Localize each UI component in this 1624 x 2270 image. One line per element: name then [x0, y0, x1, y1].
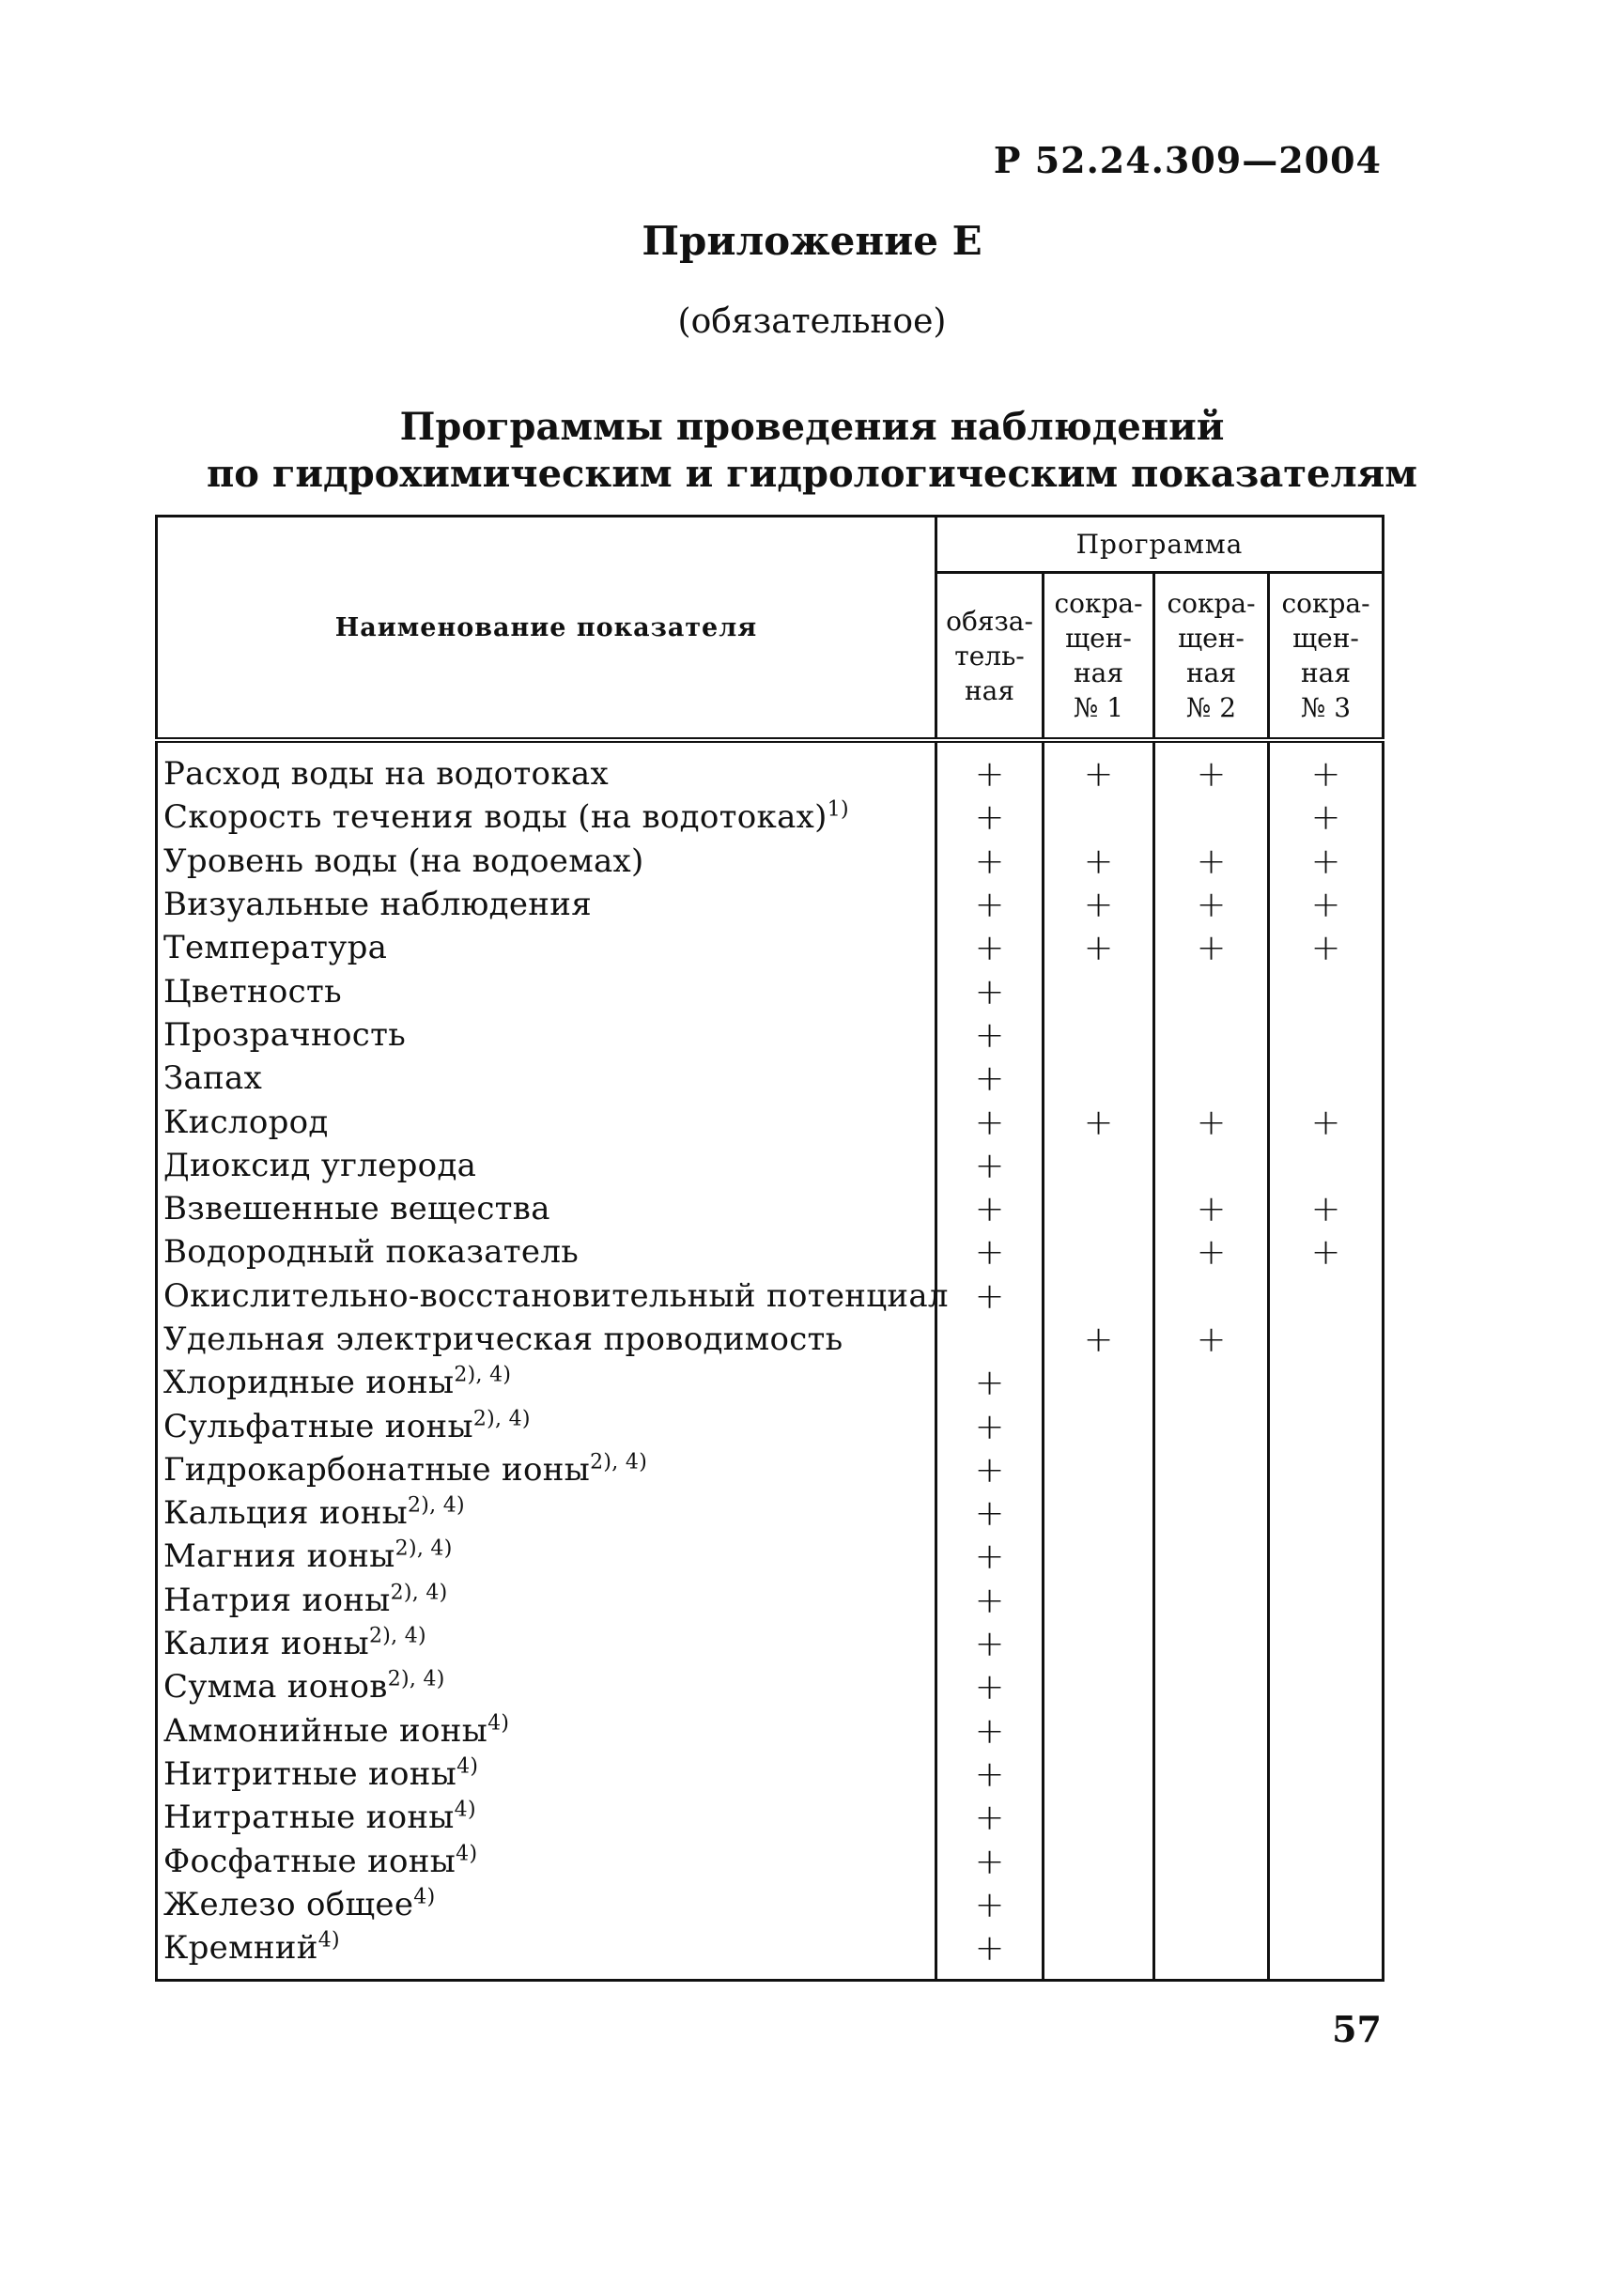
plus-mark: +	[1310, 884, 1341, 926]
mark-cell-mandatory	[936, 1361, 1044, 1404]
mark-cell-reduced-3	[1269, 740, 1384, 795]
mark-cell-reduced-3	[1269, 1230, 1384, 1274]
table-row	[157, 740, 1384, 795]
mark-cell-mandatory	[936, 1796, 1044, 1839]
table-row	[157, 1100, 1384, 1143]
mark-cell-reduced-1	[1044, 1665, 1154, 1708]
plus-mark: +	[974, 1101, 1005, 1143]
mark-cell-reduced-3	[1269, 1796, 1384, 1839]
mark-cell-reduced-1	[1044, 1796, 1154, 1839]
table-row	[157, 1839, 1384, 1882]
plus-mark: +	[974, 1013, 1005, 1056]
indicator-name: Кальция ионы	[163, 1494, 408, 1533]
mark-cell-reduced-3	[1269, 1448, 1384, 1491]
mark-cell-mandatory	[936, 1665, 1044, 1708]
indicator-name-cell	[157, 1144, 936, 1187]
indicator-name: Сумма ионов	[163, 1668, 388, 1706]
plus-mark: +	[974, 1623, 1005, 1665]
plus-mark: +	[974, 1753, 1005, 1795]
plus-mark: +	[974, 1840, 1005, 1882]
plus-mark: +	[1196, 840, 1227, 882]
mark-cell-mandatory	[936, 1404, 1044, 1447]
indicator-name-cell	[157, 1622, 936, 1665]
mark-cell-mandatory	[936, 1535, 1044, 1578]
table-row	[157, 1230, 1384, 1274]
table-row	[157, 1579, 1384, 1622]
mark-cell-reduced-2	[1154, 1404, 1269, 1447]
footnote-reference: 4)	[487, 1711, 510, 1736]
indicator-name: Удельная электрическая проводимость	[163, 1320, 843, 1358]
indicator-name-cell	[157, 1361, 936, 1404]
mark-cell-reduced-2	[1154, 840, 1269, 883]
mark-cell-reduced-3	[1269, 1579, 1384, 1622]
mark-cell-reduced-2	[1154, 1665, 1269, 1708]
footnote-reference: 2), 4)	[454, 1363, 512, 1387]
plus-mark: +	[1310, 796, 1341, 839]
plus-mark: +	[1310, 840, 1341, 882]
mark-cell-reduced-2	[1154, 883, 1269, 926]
program-header-reduced-2	[1154, 573, 1269, 740]
mark-cell-mandatory	[936, 740, 1044, 795]
indicator-name-cell	[157, 1274, 949, 1318]
indicator-name: Фосфатные ионы	[163, 1842, 456, 1880]
table-row	[157, 1535, 1384, 1578]
indicator-name: Нитритные ионы	[163, 1754, 457, 1793]
mark-cell-reduced-2	[1154, 1144, 1269, 1187]
mark-cell-reduced-1	[1044, 1883, 1154, 1926]
header-line: щен-	[1178, 623, 1245, 655]
mark-cell-reduced-3	[1269, 1535, 1384, 1578]
indicator-name-cell	[157, 1926, 936, 1981]
mark-cell-mandatory	[936, 1274, 1044, 1318]
mark-cell-mandatory	[936, 1491, 1044, 1535]
mark-cell-reduced-2	[1154, 1013, 1269, 1057]
indicator-name-cell	[157, 1404, 936, 1447]
program-table-wrapper	[155, 515, 1382, 1982]
indicator-name: Уровень воды (на водоемах)	[163, 842, 644, 880]
mark-cell-reduced-2	[1154, 1839, 1269, 1882]
indicator-name: Скорость течения воды (на водотоках)	[163, 798, 827, 837]
indicator-name-cell	[157, 1230, 936, 1274]
table-title-line-2: по гидрохимическим и гидрологическим показателям	[206, 452, 1417, 496]
indicator-name: Железо общее	[163, 1885, 414, 1923]
mark-cell-reduced-3	[1269, 1622, 1384, 1665]
table-row	[157, 1057, 1384, 1100]
plus-mark: +	[974, 1536, 1005, 1578]
program-header-mandatory	[936, 573, 1044, 740]
header-line: щен-	[1292, 623, 1359, 655]
mark-cell-reduced-1	[1044, 1491, 1154, 1535]
table-title-line-1: Программы проведения наблюдений	[399, 405, 1225, 449]
program-header-reduced-1	[1044, 573, 1154, 740]
mark-cell-reduced-1	[1044, 1709, 1154, 1753]
plus-mark: +	[974, 927, 1005, 969]
footnote-reference: 4)	[454, 1798, 476, 1822]
mark-cell-reduced-3	[1269, 1926, 1384, 1981]
mark-cell-reduced-3	[1269, 1404, 1384, 1447]
mark-cell-reduced-1	[1044, 1926, 1154, 1981]
plus-mark: +	[974, 840, 1005, 882]
footnote-reference: 2), 4)	[390, 1581, 448, 1605]
mark-cell-reduced-3	[1269, 883, 1384, 926]
mark-cell-reduced-1	[1044, 926, 1154, 969]
indicator-name-cell	[157, 926, 936, 969]
indicator-name-cell	[157, 1318, 936, 1361]
footnote-reference: 2), 4)	[394, 1537, 453, 1562]
plus-mark: +	[1196, 884, 1227, 926]
plus-mark: +	[974, 796, 1005, 839]
mark-cell-reduced-3	[1269, 840, 1384, 883]
plus-mark: +	[1310, 753, 1341, 795]
plus-mark: +	[974, 1144, 1005, 1186]
mark-cell-reduced-3	[1269, 1187, 1384, 1230]
mark-cell-reduced-3	[1269, 1013, 1384, 1057]
mark-cell-reduced-2	[1154, 795, 1269, 839]
mark-cell-reduced-2	[1154, 740, 1269, 795]
indicator-name: Цветность	[163, 972, 342, 1011]
indicator-name-cell	[157, 1839, 936, 1882]
footnote-reference: 4)	[413, 1885, 436, 1909]
indicator-name: Запах	[163, 1059, 263, 1098]
mark-cell-mandatory	[936, 1926, 1044, 1981]
table-row	[157, 1187, 1384, 1230]
header-row-1	[157, 517, 1384, 573]
mark-cell-mandatory	[936, 1883, 1044, 1926]
mark-cell-reduced-3	[1269, 1883, 1384, 1926]
header-line: ная	[1185, 657, 1237, 689]
table-row	[157, 840, 1384, 883]
mark-cell-reduced-2	[1154, 1230, 1269, 1274]
plus-mark: +	[1310, 927, 1341, 969]
mark-cell-reduced-1	[1044, 1753, 1154, 1796]
plus-mark: +	[974, 1709, 1005, 1752]
mark-cell-reduced-2	[1154, 1491, 1269, 1535]
mark-cell-reduced-1	[1044, 740, 1154, 795]
mark-cell-reduced-2	[1154, 1579, 1269, 1622]
table-row	[157, 1753, 1384, 1796]
mark-cell-reduced-3	[1269, 1361, 1384, 1404]
table-row	[157, 1709, 1384, 1753]
table-row	[157, 1144, 1384, 1187]
mark-cell-mandatory	[936, 1013, 1044, 1057]
table-row	[157, 1404, 1384, 1447]
plus-mark: +	[1310, 1188, 1341, 1230]
indicator-name-cell	[157, 1753, 936, 1796]
mark-cell-reduced-1	[1044, 1839, 1154, 1882]
indicator-name: Взвешенные вещества	[163, 1190, 550, 1228]
appendix-title: Приложение Е	[642, 218, 982, 264]
plus-mark: +	[974, 1448, 1005, 1490]
plus-mark: +	[1196, 927, 1227, 969]
indicator-name-cell	[157, 1535, 936, 1578]
mark-cell-reduced-1	[1044, 1013, 1154, 1057]
plus-mark: +	[974, 1927, 1005, 1969]
mark-cell-mandatory	[936, 883, 1044, 926]
plus-mark: +	[1196, 1319, 1227, 1360]
program-header: Программа	[936, 517, 1384, 573]
plus-mark: +	[974, 1231, 1005, 1274]
header-line: № 3	[1300, 692, 1352, 724]
footnote-reference: 4)	[456, 1842, 478, 1866]
plus-mark: +	[1196, 1101, 1227, 1143]
mark-cell-reduced-1	[1044, 1535, 1154, 1578]
table-row	[157, 1883, 1384, 1926]
indicator-name-cell	[157, 1491, 936, 1535]
indicator-name-cell	[157, 795, 936, 839]
mark-cell-reduced-1	[1044, 1187, 1154, 1230]
indicator-name: Кислород	[163, 1103, 329, 1141]
indicator-name-cell	[157, 1579, 936, 1622]
indicator-name-cell	[157, 740, 936, 795]
mark-cell-reduced-2	[1154, 926, 1269, 969]
mark-cell-reduced-1	[1044, 795, 1154, 839]
footnote-reference: 2), 4)	[590, 1450, 648, 1475]
mark-cell-reduced-2	[1154, 1883, 1269, 1926]
indicator-name: Гидрокарбонатные ионы	[163, 1450, 591, 1489]
indicator-name-cell	[157, 1709, 936, 1753]
table-row	[157, 1013, 1384, 1057]
mark-cell-mandatory	[936, 1448, 1044, 1491]
mark-cell-reduced-3	[1269, 1665, 1384, 1708]
mark-cell-mandatory	[936, 926, 1044, 969]
mark-cell-reduced-3	[1269, 1709, 1384, 1753]
mark-cell-reduced-2	[1154, 1535, 1269, 1578]
mark-cell-mandatory	[936, 1144, 1044, 1187]
header-line: ная	[1073, 657, 1124, 689]
header-line: № 1	[1073, 692, 1124, 724]
mark-cell-reduced-2	[1154, 1796, 1269, 1839]
appendix-status: (обязательное)	[677, 302, 947, 341]
mark-cell-reduced-3	[1269, 926, 1384, 969]
plus-mark: +	[1083, 884, 1114, 926]
plus-mark: +	[1083, 927, 1114, 969]
mark-cell-reduced-3	[1269, 1144, 1384, 1187]
mark-cell-reduced-3	[1269, 969, 1384, 1012]
mark-cell-reduced-1	[1044, 1448, 1154, 1491]
footnote-reference: 2), 4)	[407, 1493, 465, 1518]
indicator-name-header: Наименование показателя	[157, 517, 936, 741]
indicator-name: Прозрачность	[163, 1015, 407, 1054]
footnote-reference: 2), 4)	[368, 1624, 426, 1648]
indicator-name: Калия ионы	[163, 1625, 369, 1663]
table-row	[157, 1491, 1384, 1535]
mark-cell-reduced-2	[1154, 1361, 1269, 1404]
plus-mark: +	[1196, 1188, 1227, 1230]
mark-cell-reduced-2	[1154, 1274, 1269, 1318]
indicator-name-cell	[157, 1883, 936, 1926]
plus-mark: +	[1310, 1231, 1341, 1274]
mark-cell-reduced-1	[1044, 883, 1154, 926]
plus-mark: +	[974, 1883, 1005, 1925]
table-row	[157, 1926, 1384, 1981]
mark-cell-reduced-3	[1269, 1274, 1384, 1318]
table-row	[157, 969, 1384, 1012]
indicator-name-cell	[157, 1187, 936, 1230]
document-code: Р 52.24.309—2004	[993, 139, 1382, 181]
indicator-name-cell	[157, 1448, 936, 1491]
plus-mark: +	[974, 753, 1005, 795]
table-row	[157, 1796, 1384, 1839]
mark-cell-reduced-1	[1044, 1361, 1154, 1404]
mark-cell-reduced-3	[1269, 1318, 1384, 1361]
mark-cell-reduced-2	[1154, 1187, 1269, 1230]
mark-cell-reduced-1	[1044, 1057, 1154, 1100]
mark-cell-mandatory	[936, 1100, 1044, 1143]
table-row	[157, 926, 1384, 969]
plus-mark: +	[974, 1797, 1005, 1839]
table-row	[157, 1665, 1384, 1708]
mark-cell-mandatory	[936, 1622, 1044, 1665]
plus-mark: +	[1083, 1319, 1114, 1360]
mark-cell-reduced-3	[1269, 1491, 1384, 1535]
mark-cell-mandatory	[936, 969, 1044, 1012]
mark-cell-reduced-3	[1269, 795, 1384, 839]
header-line: тель-	[954, 640, 1025, 672]
plus-mark: +	[1196, 753, 1227, 795]
indicator-name: Хлоридные ионы	[163, 1364, 455, 1402]
footnote-reference: 2), 4)	[472, 1407, 531, 1431]
indicator-name: Натрия ионы	[163, 1581, 391, 1619]
indicator-name: Кремний	[163, 1929, 318, 1968]
plus-mark: +	[974, 1362, 1005, 1404]
indicator-name-cell	[157, 969, 936, 1012]
mark-cell-reduced-2	[1154, 1753, 1269, 1796]
plus-mark: +	[1196, 1231, 1227, 1274]
indicator-name: Расход воды на водотоках	[163, 755, 609, 794]
table-row	[157, 1318, 1384, 1361]
mark-cell-reduced-1	[1044, 1579, 1154, 1622]
mark-cell-mandatory	[936, 840, 1044, 883]
table-row	[157, 1448, 1384, 1491]
mark-cell-mandatory	[936, 1753, 1044, 1796]
mark-cell-mandatory	[936, 795, 1044, 839]
header-line: сокра-	[1167, 588, 1256, 620]
indicator-name-cell	[157, 1100, 936, 1143]
indicator-name: Водородный показатель	[163, 1233, 580, 1272]
mark-cell-mandatory	[936, 1230, 1044, 1274]
plus-mark: +	[974, 1492, 1005, 1535]
indicator-name-cell	[157, 840, 936, 883]
header-line: обяза-	[946, 605, 1033, 637]
header-line: ная	[964, 674, 1015, 706]
mark-cell-reduced-1	[1044, 1144, 1154, 1187]
table-title	[0, 404, 1624, 498]
indicator-name-cell	[157, 1013, 936, 1057]
mark-cell-reduced-1	[1044, 1622, 1154, 1665]
indicator-name-cell	[157, 1796, 936, 1839]
mark-cell-reduced-3	[1269, 1057, 1384, 1100]
mark-cell-reduced-3	[1269, 1753, 1384, 1796]
plus-mark: +	[1083, 840, 1114, 882]
mark-cell-reduced-2	[1154, 1100, 1269, 1143]
plus-mark: +	[974, 1666, 1005, 1708]
mark-cell-reduced-2	[1154, 1057, 1269, 1100]
mark-cell-reduced-2	[1154, 969, 1269, 1012]
mark-cell-mandatory	[936, 1709, 1044, 1753]
plus-mark: +	[974, 1579, 1005, 1621]
footnote-reference: 4)	[317, 1928, 340, 1953]
header-line: щен-	[1065, 623, 1132, 655]
table-row	[157, 795, 1384, 839]
table-row	[157, 1622, 1384, 1665]
header-line: № 2	[1185, 692, 1237, 724]
mark-cell-reduced-2	[1154, 1318, 1269, 1361]
mark-cell-reduced-1	[1044, 1230, 1154, 1274]
plus-mark: +	[1083, 1101, 1114, 1143]
mark-cell-reduced-3	[1269, 1839, 1384, 1882]
mark-cell-mandatory	[936, 1187, 1044, 1230]
header-line: ная	[1300, 657, 1352, 689]
mark-cell-mandatory	[936, 1318, 1044, 1361]
header-line: сокра-	[1054, 588, 1143, 620]
indicator-name-cell	[157, 883, 936, 926]
mark-cell-reduced-2	[1154, 1448, 1269, 1491]
plus-mark: +	[1083, 753, 1114, 795]
table-row	[157, 883, 1384, 926]
indicator-name: Магния ионы	[163, 1537, 395, 1576]
indicator-name: Сульфатные ионы	[163, 1407, 473, 1445]
mark-cell-reduced-1	[1044, 1274, 1154, 1318]
table-body	[157, 740, 1384, 1981]
mark-cell-reduced-1	[1044, 1404, 1154, 1447]
mark-cell-reduced-1	[1044, 1318, 1154, 1361]
header-line: сокра-	[1281, 588, 1370, 620]
footnote-reference: 4)	[456, 1754, 479, 1779]
table-row	[157, 1361, 1384, 1404]
plus-mark: +	[974, 970, 1005, 1012]
plus-mark: +	[974, 1274, 1005, 1317]
indicator-name: Нитратные ионы	[163, 1799, 455, 1837]
mark-cell-mandatory	[936, 1057, 1044, 1100]
indicator-name-cell	[157, 1057, 936, 1100]
plus-mark: +	[974, 1188, 1005, 1230]
mark-cell-reduced-3	[1269, 1100, 1384, 1143]
footnote-reference: 2), 4)	[387, 1668, 445, 1692]
indicator-name: Визуальные наблюдения	[163, 886, 592, 924]
program-table	[155, 515, 1384, 1982]
mark-cell-reduced-2	[1154, 1709, 1269, 1753]
indicator-name: Аммонийные ионы	[163, 1711, 488, 1750]
plus-mark: +	[1310, 1101, 1341, 1143]
table-header	[157, 517, 1384, 741]
mark-cell-reduced-1	[1044, 840, 1154, 883]
plus-mark: +	[974, 884, 1005, 926]
mark-cell-mandatory	[936, 1579, 1044, 1622]
indicator-name: Окислительно-восстановительный потенциал	[163, 1276, 949, 1315]
table-row	[157, 1274, 1384, 1318]
indicator-name: Температура	[163, 929, 388, 967]
mark-cell-mandatory	[936, 1839, 1044, 1882]
indicator-name: Диоксид углерода	[163, 1146, 477, 1184]
plus-mark: +	[974, 1405, 1005, 1447]
plus-mark: +	[974, 1058, 1005, 1100]
mark-cell-reduced-2	[1154, 1622, 1269, 1665]
mark-cell-reduced-2	[1154, 1926, 1269, 1981]
indicator-name-cell	[157, 1665, 936, 1708]
mark-cell-reduced-1	[1044, 1100, 1154, 1143]
program-header-reduced-3	[1269, 573, 1384, 740]
page-number: 57	[1332, 2008, 1382, 2050]
mark-cell-reduced-1	[1044, 969, 1154, 1012]
footnote-reference: 1)	[827, 798, 849, 823]
